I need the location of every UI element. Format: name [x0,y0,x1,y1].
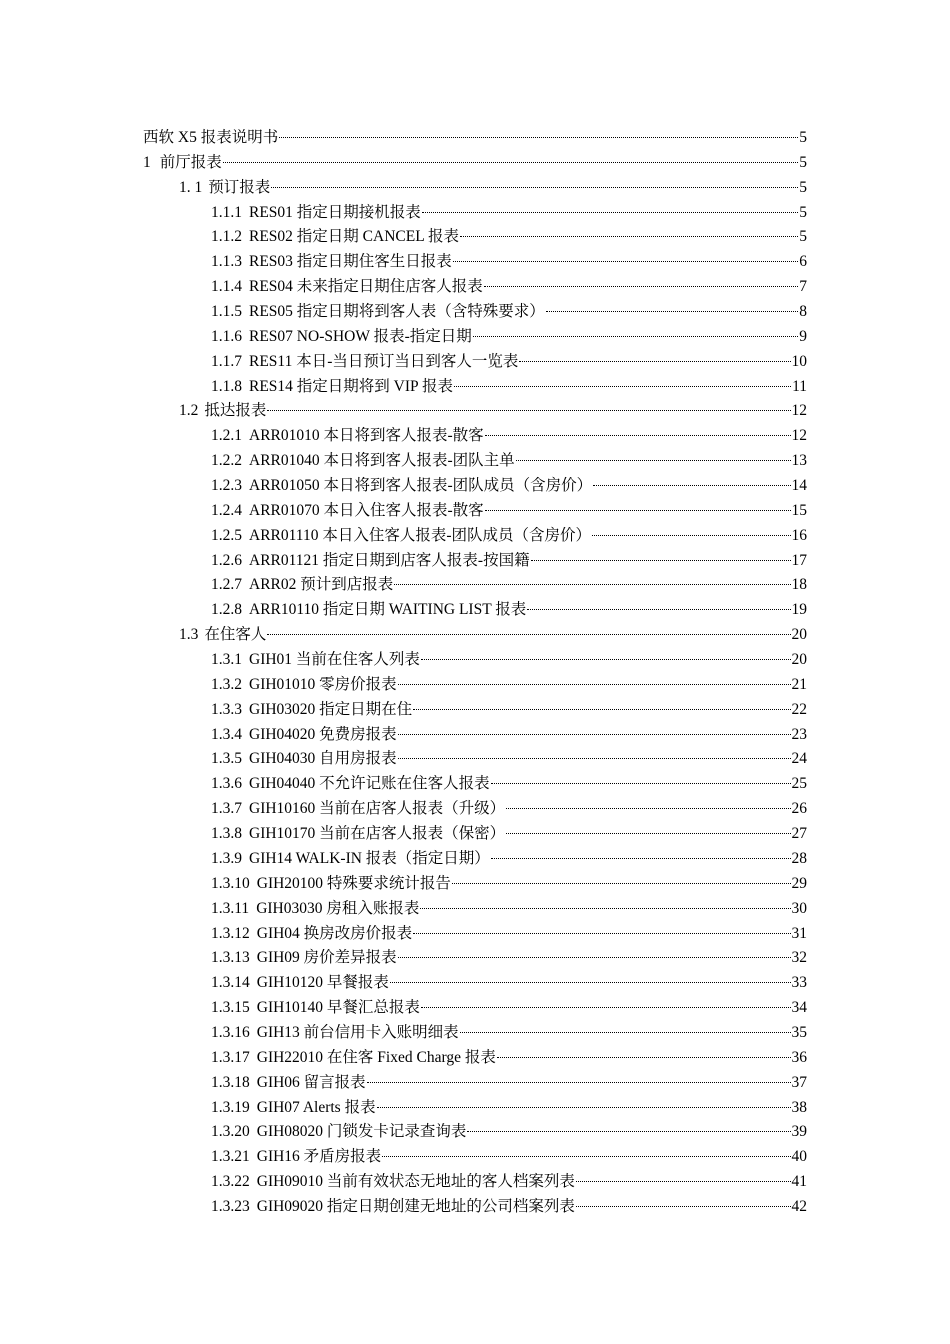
dot-leader [491,858,791,859]
toc-entry-title: GIH13 前台信用卡入账明细表 [256,1023,459,1041]
toc-entry-title: GIH03030 房租入账报表 [256,899,420,917]
toc-entry-number: 1.2.3 [211,477,242,495]
toc-entry-title: GIH14 WALK-IN 报表（指定日期） [249,849,490,867]
dot-leader [413,709,790,710]
dot-leader [527,609,790,610]
toc-entry-page-number: 33 [791,974,807,992]
toc-entry-number: 1.2.7 [211,576,242,594]
toc-entry[interactable] [143,1021,807,1046]
toc-entry[interactable] [143,474,807,499]
toc-entry-number: 1.3.14 [211,974,250,992]
toc-entry-number: 1.2.5 [211,526,242,544]
toc-entry-number: 1.3.2 [211,675,242,693]
toc-entry-number: 1.3 [179,626,199,644]
toc-entry-number: 1.3.21 [211,1148,250,1166]
toc-entry-title: RES07 NO-SHOW 报表-指定日期 [249,327,472,345]
toc-entry-page-number: 12 [791,402,807,420]
toc-entry[interactable] [143,499,807,524]
toc-entry-page-number: 5 [799,203,807,221]
toc-entry-title: RES04 未来指定日期住店客人报表 [249,278,483,296]
toc-entry[interactable] [143,847,807,872]
toc-entry-page-number: 17 [791,551,807,569]
toc-entry-page-number: 28 [791,849,807,867]
toc-entry-number: 1.3.20 [211,1123,250,1141]
toc-entry-title: 抵达报表 [204,402,267,420]
toc-entry[interactable] [143,549,807,574]
toc-entry-title: GIH20100 特殊要求统计报告 [256,874,451,892]
toc-entry-page-number: 41 [791,1173,807,1191]
toc-entry[interactable] [143,151,807,176]
toc-entry-title: 西软 X5 报表说明书 [143,129,279,146]
toc-entry-number: 1. 1 [179,178,203,196]
toc-entry-title: GIH08020 门锁发卡记录查询表 [256,1123,467,1141]
dot-leader [398,734,791,735]
toc-entry[interactable] [143,1195,807,1220]
toc-entry-number: 1.1.4 [211,278,242,296]
toc-entry-title: GIH01 当前在住客人列表 [249,651,420,669]
toc-entry[interactable] [143,275,807,300]
toc-entry[interactable] [143,872,807,897]
toc-entry-page-number: 22 [791,700,807,718]
dot-leader [223,162,798,163]
dot-leader [592,535,790,536]
toc-entry-page-number: 25 [791,775,807,793]
toc-entry-page-number: 42 [791,1197,807,1215]
toc-entry[interactable] [143,723,807,748]
toc-entry-number: 1.3.11 [211,899,250,917]
toc-entry-title: RES05 指定日期将到客人表（含特殊要求） [249,303,545,321]
toc-entry-title: 预订报表 [208,178,271,196]
toc-entry-number: 1.1.5 [211,303,242,321]
dot-leader [398,957,791,958]
toc-entry[interactable] [143,797,807,822]
toc-entry-number: 1.2.2 [211,452,242,470]
toc-entry-page-number: 6 [799,253,807,271]
toc-entry[interactable] [143,375,807,400]
toc-entry-title: GIH10170 当前在店客人报表（保密） [249,825,506,843]
toc-entry[interactable] [143,201,807,226]
toc-entry-title: ARR01121 指定日期到店客人报表-按国籍 [249,551,530,569]
toc-entry[interactable] [143,1096,807,1121]
toc-entry-title: ARR01110 本日入住客人报表-团队成员（含房价） [249,526,592,544]
toc-entry-page-number: 13 [791,452,807,470]
toc-entry-title: GIH16 矛盾房报表 [256,1148,382,1166]
toc-entry-title: GIH03020 指定日期在住 [249,700,413,718]
dot-leader [576,1181,791,1182]
dot-leader [491,783,791,784]
toc-entry[interactable] [143,1170,807,1195]
toc-entry[interactable] [143,971,807,996]
dot-leader [413,933,790,934]
toc-entry-number: 1.3.1 [211,651,242,669]
toc-entry-number: 1.1.2 [211,228,242,246]
toc-entry-title: ARR10110 指定日期 WAITING LIST 报表 [249,601,527,619]
toc-entry-title: RES11 本日-当日预订当日到客人一览表 [249,352,519,370]
toc-entry-page-number: 26 [791,800,807,818]
toc-entry-title: GIH10120 早餐报表 [256,974,389,992]
dot-leader [506,808,790,809]
toc-entry[interactable] [143,946,807,971]
toc-entry-page-number: 24 [791,750,807,768]
toc-entry[interactable] [143,424,807,449]
toc-entry[interactable] [143,772,807,797]
dot-leader [460,1032,791,1033]
toc-entry-number: 1.3.5 [211,750,242,768]
dot-leader [267,410,790,411]
toc-entry-page-number: 14 [791,477,807,495]
dot-leader [398,684,791,685]
toc-entry-number: 1.3.3 [211,700,242,718]
dot-leader [546,311,798,312]
dot-leader [576,1206,791,1207]
toc-entry-title: ARR01040 本日将到客人报表-团队主单 [249,452,515,470]
toc-entry[interactable] [143,399,807,424]
toc-entry-page-number: 12 [791,427,807,445]
dot-leader [473,336,799,337]
toc-entry[interactable] [143,1046,807,1071]
toc-entry-page-number: 34 [791,999,807,1017]
dot-leader [516,460,791,461]
toc-entry-title: RES01 指定日期接机报表 [249,203,421,221]
dot-leader [452,883,791,884]
toc-entry-page-number: 11 [792,377,807,395]
dot-leader [267,634,790,635]
toc-entry-number: 1.2.6 [211,551,242,569]
toc-entry-number: 1.3.22 [211,1173,250,1191]
dot-leader [420,908,790,909]
dot-leader [398,758,791,759]
toc-entry-title: GIH04020 免费房报表 [249,725,397,743]
toc-entry-title: RES03 指定日期住客生日报表 [249,253,452,271]
toc-entry[interactable] [143,126,807,151]
toc-entry-page-number: 40 [791,1148,807,1166]
toc-entry-number: 1.3.7 [211,800,242,818]
toc-entry[interactable] [143,1071,807,1096]
toc-entry-page-number: 36 [791,1048,807,1066]
toc-entry-number: 1.2 [179,402,199,420]
toc-entry-title: ARR01010 本日将到客人报表-散客 [249,427,484,445]
table-of-contents [143,126,807,1220]
toc-entry-number: 1.2.8 [211,601,242,619]
toc-entry[interactable] [143,673,807,698]
toc-entry-number: 1.1.8 [211,377,242,395]
toc-entry-number: 1.2.4 [211,501,242,519]
toc-entry-title: RES02 指定日期 CANCEL 报表 [249,228,459,246]
toc-entry[interactable] [143,1145,807,1170]
toc-entry-title: GIH07 Alerts 报表 [256,1098,376,1116]
toc-entry-number: 1.1.6 [211,327,242,345]
toc-entry-title: ARR02 预计到店报表 [249,576,394,594]
dot-leader [271,187,798,188]
toc-entry[interactable] [143,922,807,947]
toc-entry[interactable] [143,449,807,474]
toc-entry[interactable] [143,325,807,350]
toc-entry-page-number: 27 [791,825,807,843]
dot-leader [484,286,798,287]
toc-entry-page-number: 5 [799,153,807,171]
toc-entry-title: GIH10140 早餐汇总报表 [256,999,420,1017]
toc-entry-title: GIH09 房价差异报表 [256,949,397,967]
toc-entry-page-number: 8 [799,303,807,321]
dot-leader [467,1131,790,1132]
toc-entry-number: 1.1.1 [211,203,242,221]
toc-entry-title: GIH01010 零房价报表 [249,675,397,693]
toc-entry[interactable] [143,1120,807,1145]
toc-entry-title: 在住客人 [204,626,267,644]
toc-entry-page-number: 9 [799,327,807,345]
toc-entry[interactable] [143,225,807,250]
toc-entry-title: GIH06 留言报表 [256,1073,366,1091]
toc-entry-title: GIH09010 当前有效状态无地址的客人档案列表 [256,1173,575,1191]
toc-entry-title: RES14 指定日期将到 VIP 报表 [249,377,453,395]
dot-leader [421,659,791,660]
toc-entry-page-number: 23 [791,725,807,743]
toc-entry-number: 1.1.7 [211,352,242,370]
toc-entry-page-number: 20 [791,651,807,669]
toc-entry[interactable] [143,996,807,1021]
toc-entry-title: GIH22010 在住客 Fixed Charge 报表 [256,1048,496,1066]
toc-entry-title: GIH09020 指定日期创建无地址的公司档案列表 [256,1197,575,1215]
toc-entry-page-number: 29 [791,874,807,892]
toc-entry-page-number: 16 [791,526,807,544]
toc-entry-page-number: 38 [791,1098,807,1116]
toc-entry[interactable] [143,822,807,847]
dot-leader [454,386,791,387]
toc-entry-page-number: 7 [799,278,807,296]
dot-leader [390,982,791,983]
toc-entry-page-number: 5 [799,178,807,196]
toc-entry-page-number: 35 [791,1023,807,1041]
toc-entry[interactable] [143,747,807,772]
toc-entry-page-number: 37 [791,1073,807,1091]
dot-leader [367,1082,791,1083]
dot-leader [485,510,791,511]
dot-leader [460,236,798,237]
toc-entry-number: 1.3.17 [211,1048,250,1066]
toc-entry-page-number: 31 [791,924,807,942]
dot-leader [593,485,790,486]
toc-entry-number: 1.3.4 [211,725,242,743]
toc-entry-number: 1 [143,153,151,171]
toc-entry[interactable] [143,648,807,673]
toc-entry-title: GIH10160 当前在店客人报表（升级） [249,800,506,818]
toc-entry[interactable] [143,300,807,325]
toc-entry[interactable] [143,698,807,723]
toc-entry-number: 1.3.10 [211,874,250,892]
toc-entry-number: 1.1.3 [211,253,242,271]
toc-entry-number: 1.3.19 [211,1098,250,1116]
toc-entry-number: 1.3.16 [211,1023,250,1041]
toc-entry-number: 1.3.15 [211,999,250,1017]
toc-entry-page-number: 30 [791,899,807,917]
dot-leader [506,833,790,834]
dot-leader [519,361,790,362]
toc-entry-number: 1.3.8 [211,825,242,843]
toc-entry-title: GIH04040 不允许记账在住客人报表 [249,775,490,793]
toc-entry-page-number: 5 [799,228,807,246]
toc-entry-number: 1.3.23 [211,1197,250,1215]
toc-entry-page-number: 32 [791,949,807,967]
dot-leader [531,560,791,561]
dot-leader [279,137,798,138]
toc-entry-number: 1.3.9 [211,849,242,867]
dot-leader [421,1007,791,1008]
toc-entry-page-number: 10 [791,352,807,370]
dot-leader [382,1156,790,1157]
toc-entry-title: ARR01070 本日入住客人报表-散客 [249,501,484,519]
toc-entry-number: 1.3.13 [211,949,250,967]
dot-leader [394,584,790,585]
toc-entry-page-number: 21 [791,675,807,693]
toc-entry-number: 1.3.18 [211,1073,250,1091]
toc-entry[interactable] [143,524,807,549]
toc-entry-title: 前厅报表 [159,153,222,171]
dot-leader [422,212,798,213]
dot-leader [497,1057,791,1058]
dot-leader [453,261,798,262]
toc-entry[interactable] [143,250,807,275]
dot-leader [377,1107,791,1108]
toc-entry[interactable] [143,623,807,648]
toc-entry-page-number: 15 [791,501,807,519]
toc-entry-page-number: 39 [791,1123,807,1141]
toc-entry[interactable] [143,350,807,375]
toc-entry-title: GIH04 换房改房价报表 [256,924,413,942]
toc-entry-number: 1.3.6 [211,775,242,793]
toc-entry[interactable] [143,598,807,623]
toc-entry-page-number: 18 [791,576,807,594]
toc-entry-title: GIH04030 自用房报表 [249,750,397,768]
toc-entry-page-number: 5 [799,129,807,146]
toc-entry-page-number: 20 [791,626,807,644]
toc-entry-number: 1.3.12 [211,924,250,942]
toc-entry[interactable] [143,897,807,922]
toc-entry-page-number: 19 [791,601,807,619]
toc-entry[interactable] [143,176,807,201]
toc-entry[interactable] [143,573,807,598]
toc-entry-title: ARR01050 本日将到客人报表-团队成员（含房价） [249,477,593,495]
toc-entry-number: 1.2.1 [211,427,242,445]
dot-leader [485,435,791,436]
